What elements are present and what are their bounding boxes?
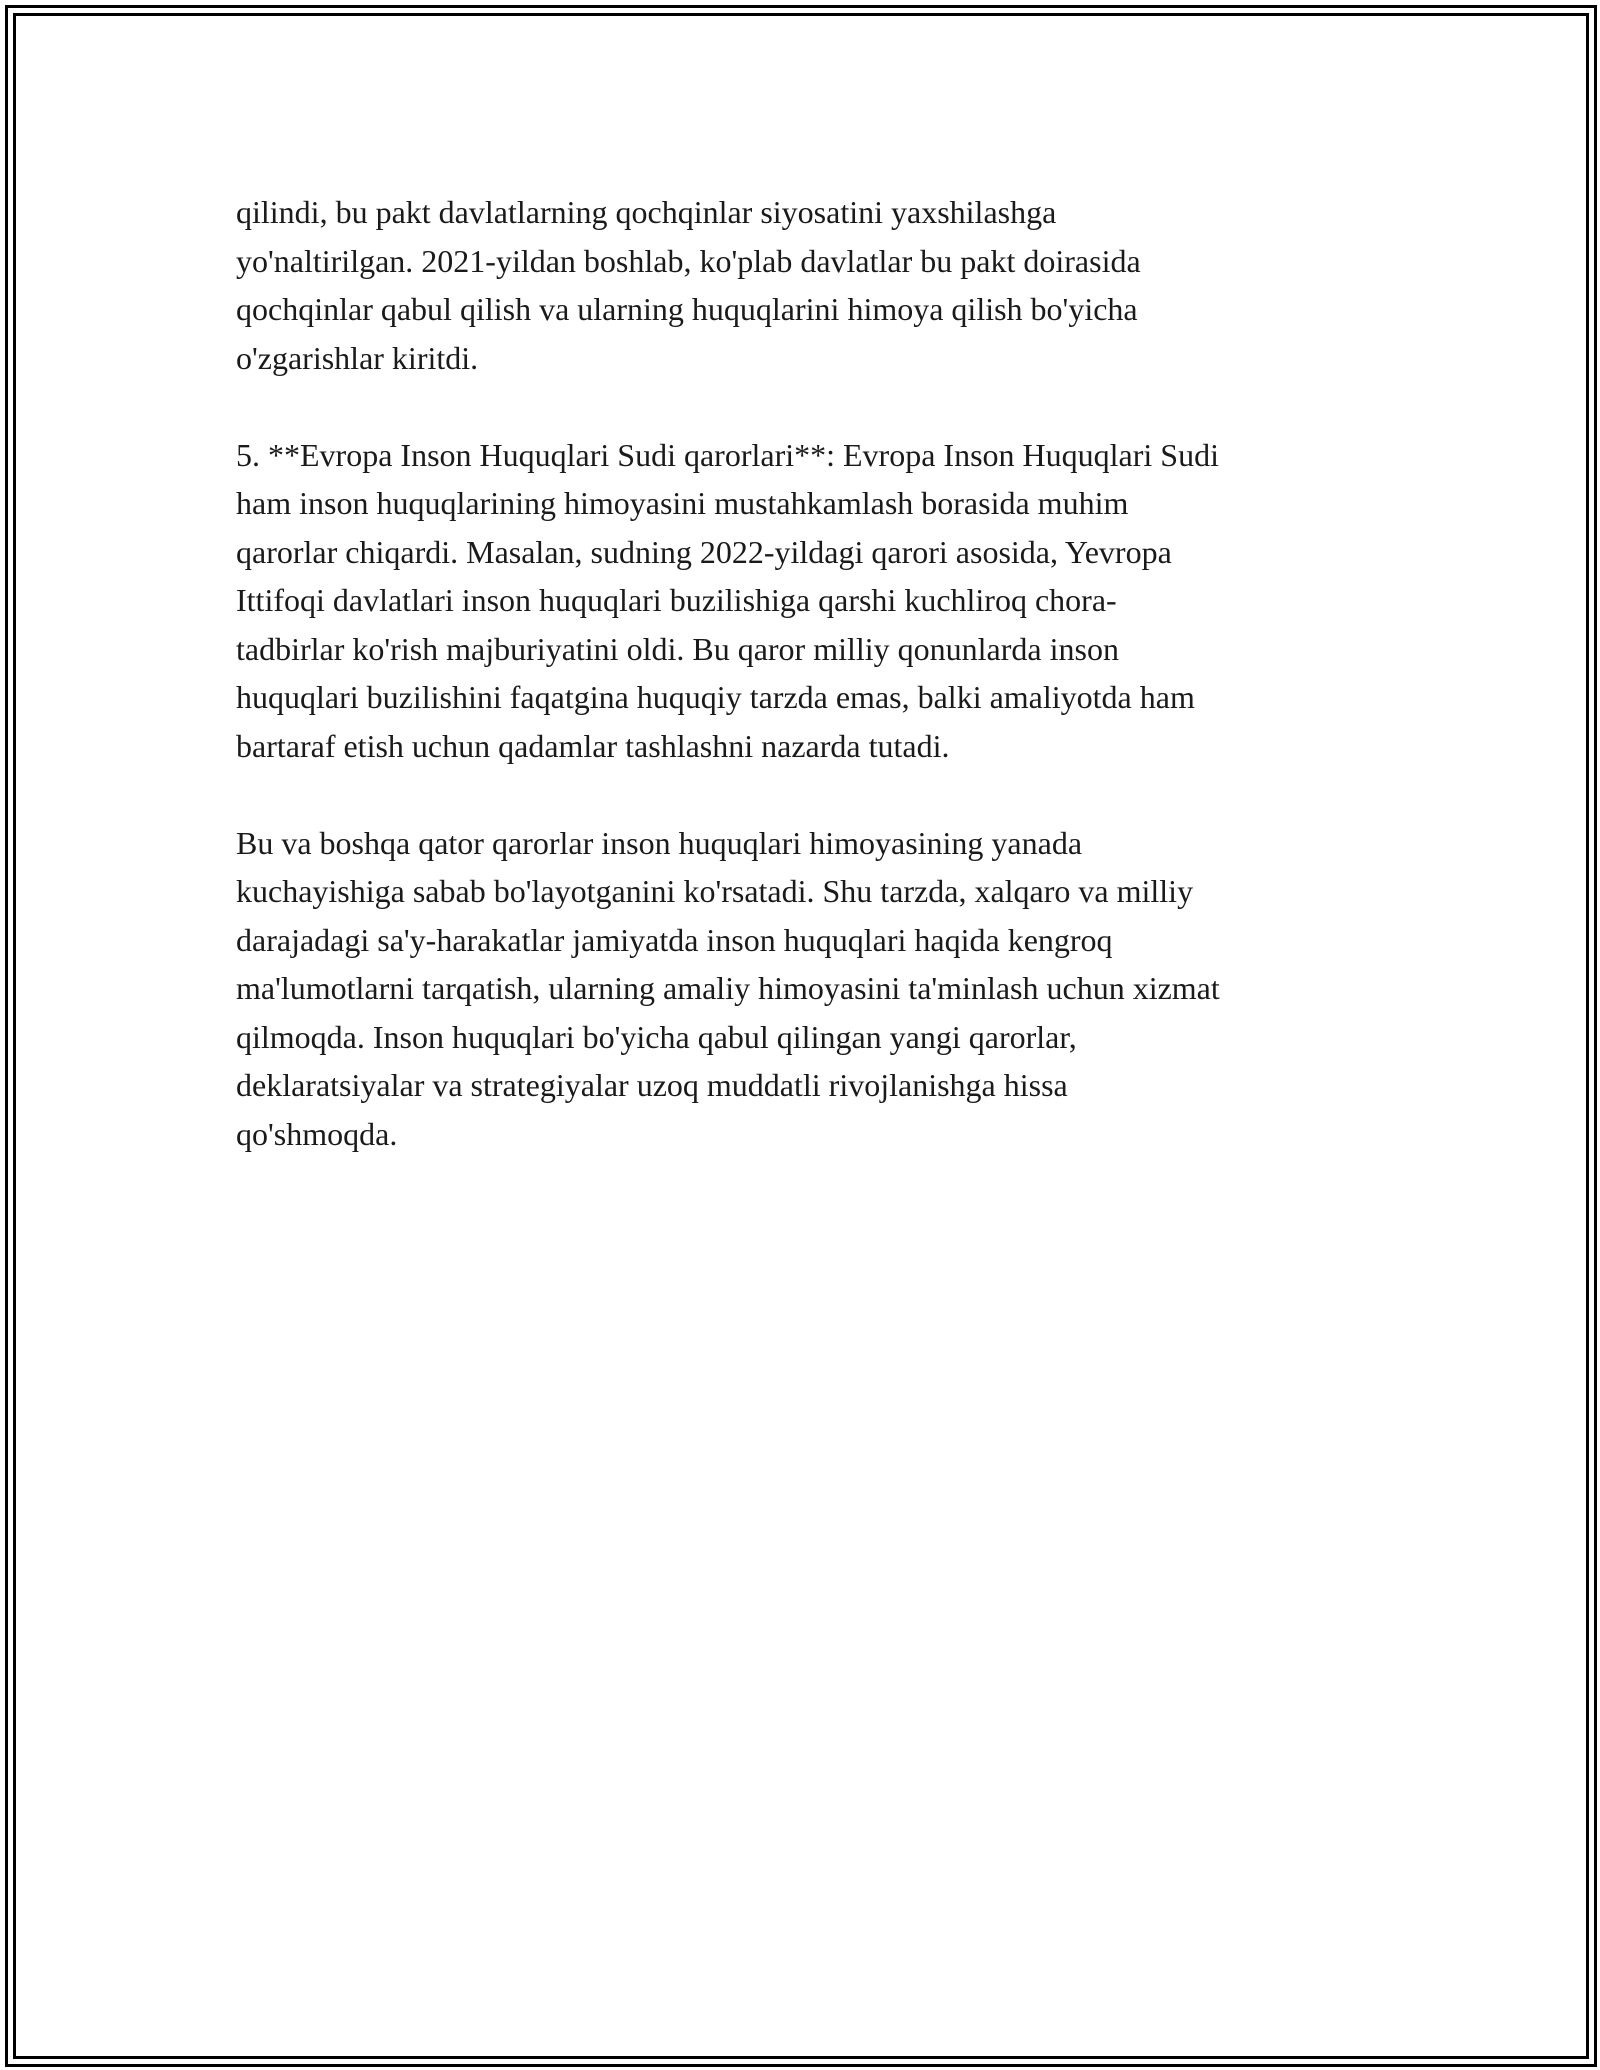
paragraph-conclusion: Bu va boshqa qator qarorlar inson huquqlari himoyasining yanada kuchayishiga sabab bo'layotganini ko'rsatadi. Shu tarzda, xalqaro va milliy darajadagi sa'y-harakatlar jamiyatda inson huquqlari haqida kengroq ma'lumotlarni tarqatish, ularning amaliy himoyasini ta'minlash uchun xizmat qilmoqda. Inson huquqlari bo'yicha qabul qilingan yangi qarorlar, deklaratsiyalar va strategiyalar uzoq muddatli rivojlanishga hissa qo'shmoqda.: [236, 824, 1220, 1152]
paragraph-refugee-pact: qilindi, bu pakt davlatlarning qochqinlar siyosatini yaxshilashga yo'naltirilgan. 2021-yildan boshlab, ko'plab davlatlar bu pakt doirasida qochqinlar qabul qilish va ularning huquqlarini himoya qilish bo'yicha o'zgarishlar kiritdi.: [236, 194, 1141, 376]
paragraph-echr-decisions: 5. **Evropa Inson Huquqlari Sudi qarorlari**: Evropa Inson Huquqlari Sudi ham inson huquqlarining himoyasini mustahkamlash borasida muhim qarorlar chiqardi. Masalan, sudning 2022-yildagi qarori asosida, Yevropa Ittifoqi davlatlari inson huquqlari buzilishiga qarshi kuchliroq chora- tadbirlar ko'rish majburiyatini oldi. Bu qaror milliy qonunlarda inson huquqlari buzilishini faqatgina huquqiy tarzda emas, balki amaliyotda ham bartaraf etish uchun qadamlar tashlashni nazarda tutadi.: [236, 436, 1219, 764]
document-body: [236, 188, 1376, 1207]
